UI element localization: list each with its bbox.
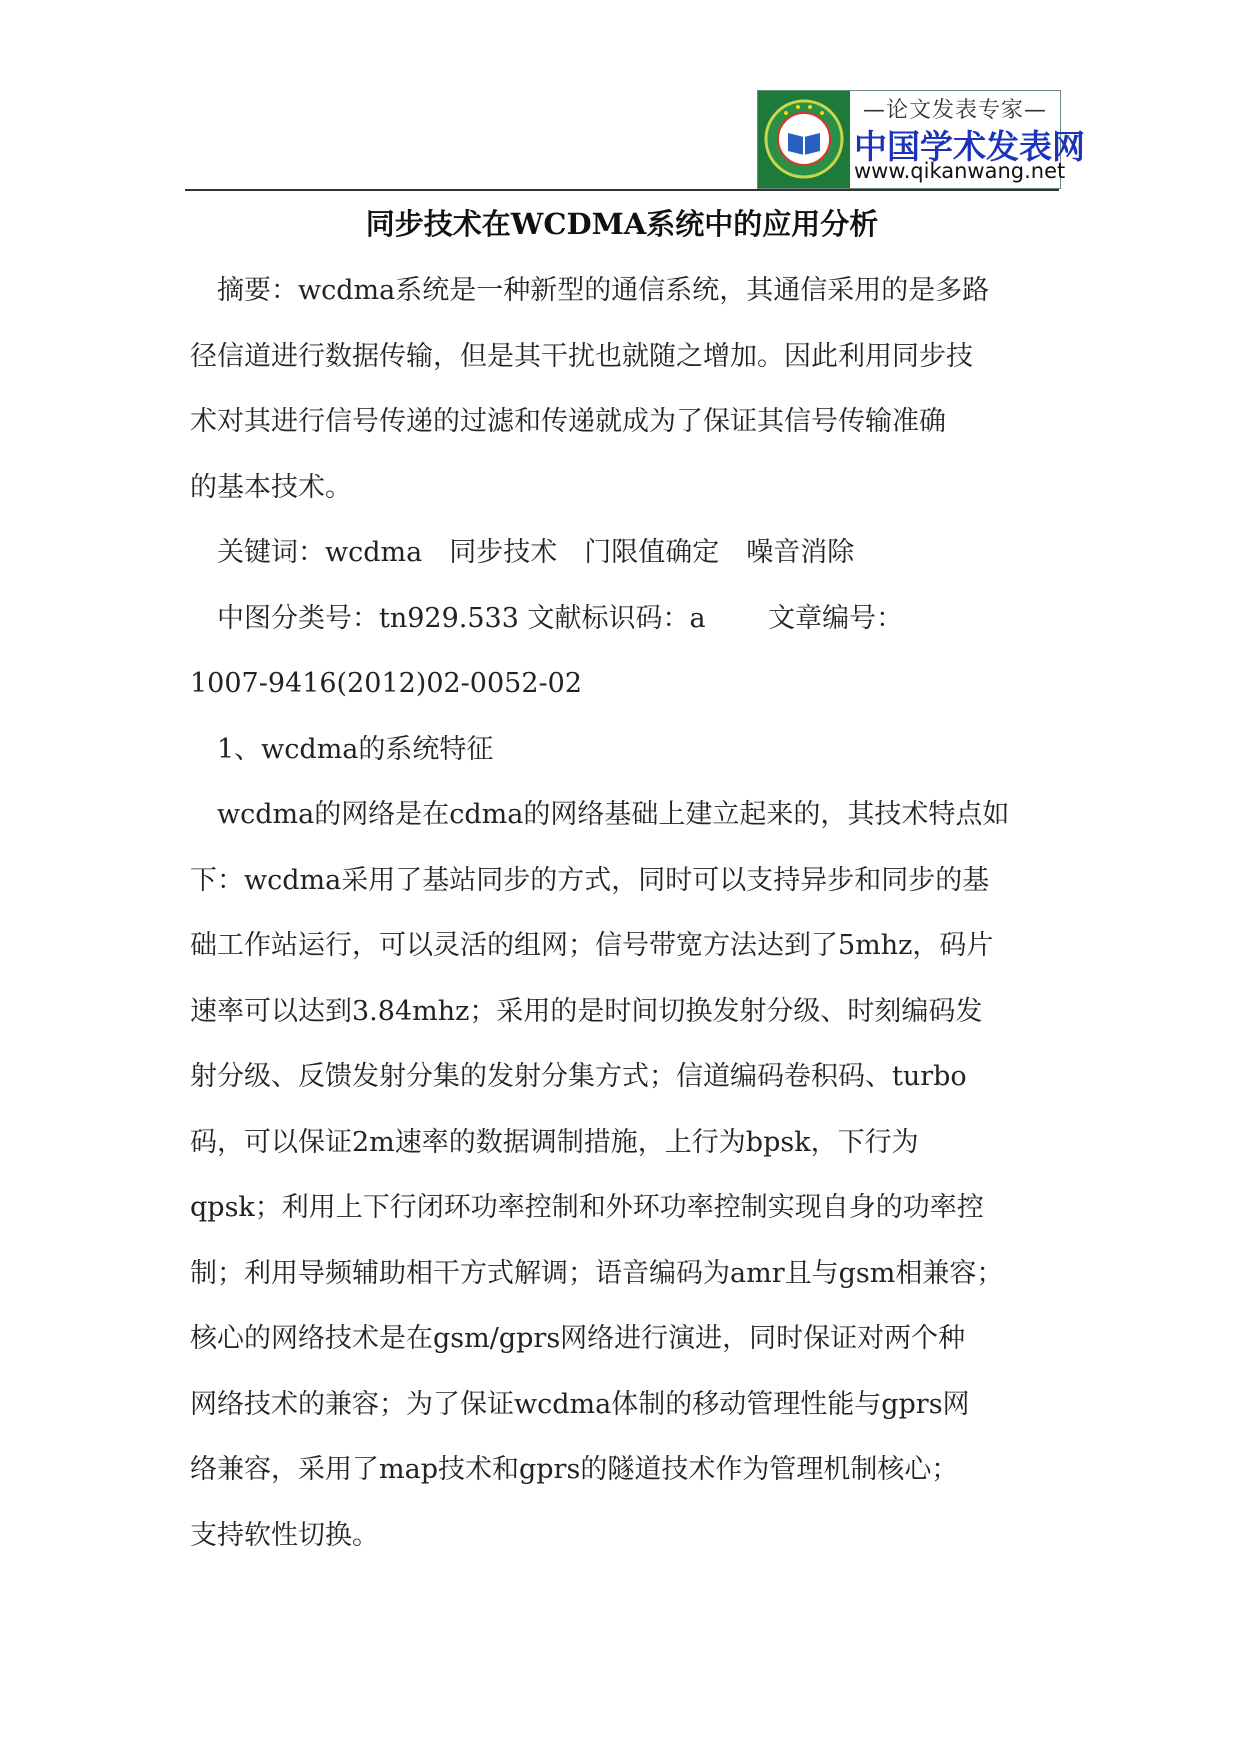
section-1-paragraph: [190, 782, 1070, 1568]
abstract-line: 摘要：wcdma系统是一种新型的通信系统，其通信采用的是多路: [217, 275, 990, 306]
paragraph-line: 支持软性切换。: [190, 1519, 379, 1551]
document-body: [190, 258, 1070, 1568]
logo-tagline: —论文发表专家—: [862, 98, 1047, 123]
paragraph-line: 制；利用导频辅助相干方式解调；语音编码为amr且与gsm相兼容；: [190, 1257, 1004, 1289]
paragraph-line: 础工作站运行，可以灵活的组网；信号带宽方法达到了5mhz，码片: [190, 930, 994, 961]
keywords-line: 关键词：wcdma 同步技术 门限值确定 噪音消除: [217, 537, 855, 568]
paragraph-line: 码，可以保证2m速率的数据调制措施，上行为bpsk，下行为: [190, 1126, 919, 1158]
section-1-heading: 1、wcdma的系统特征: [217, 733, 494, 765]
logo-url: www.qikanwang.net: [854, 159, 1066, 183]
abstract-line: 术对其进行信号传递的过滤和传递就成为了保证其信号传输准确: [190, 406, 946, 437]
paragraph-line: 网络技术的兼容；为了保证wcdma体制的移动管理性能与gprs网: [190, 1388, 970, 1420]
paragraph-line: wcdma的网络是在cdma的网络基础上建立起来的，其技术特点如: [217, 799, 1010, 830]
paragraph-line: 下：wcdma采用了基站同步的方式，同时可以支持异步和同步的基: [190, 864, 990, 896]
keywords: [190, 520, 1070, 586]
section-heading: [190, 717, 1070, 783]
paragraph-line: 射分级、反馈发射分集的发射分集方式；信道编码卷积码、turbo: [190, 1061, 967, 1092]
classification: [190, 586, 1070, 717]
abstract: [190, 258, 1070, 520]
abstract-line: 径信道进行数据传输，但是其干扰也就随之增加。因此利用同步技: [190, 340, 973, 372]
seal-icon: [758, 91, 850, 188]
paragraph-line: 核心的网络技术是在gsm/gprs网络进行演进，同时保证对两个种: [190, 1323, 966, 1354]
classification-line: 中图分类号：tn929.533 文献标识码：a 文章编号：: [217, 602, 904, 634]
paragraph-line: 络兼容，采用了map技术和gprs的隧道技术作为管理机制核心；: [190, 1454, 959, 1485]
article-number: 1007-9416(2012)02-0052-02: [190, 668, 583, 699]
header-divider: [185, 189, 1059, 191]
abstract-line: 的基本技术。: [190, 471, 352, 503]
publisher-logo: [757, 90, 1085, 189]
logo-name: 中国学术发表网: [854, 127, 1085, 166]
paragraph-line: qpsk；利用上下行闭环功率控制和外环功率控制实现自身的功率控: [190, 1192, 984, 1223]
paragraph-line: 速率可以达到3.84mhz；采用的是时间切换发射分级、时刻编码发: [190, 995, 983, 1027]
document-title: 同步技术在WCDMA系统中的应用分析: [365, 207, 879, 241]
